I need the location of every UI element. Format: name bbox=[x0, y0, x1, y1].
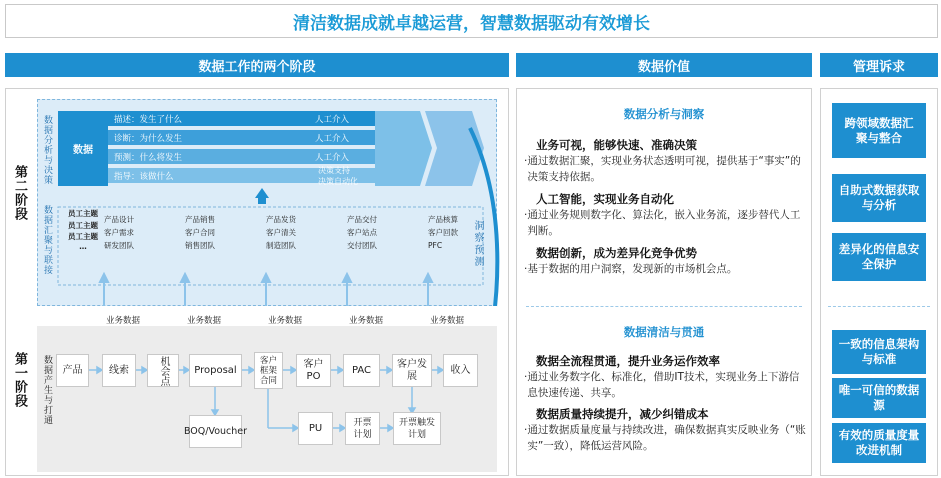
flow-node-framework-contract: 客户框架合同 bbox=[254, 352, 283, 389]
value-item-heading: 数据质量持续提升，减少纠错成本 bbox=[536, 407, 709, 421]
flow-node-pu: PU bbox=[298, 412, 333, 445]
mgmt-item: 唯一可信的数据源 bbox=[832, 378, 926, 418]
stage1-label: 第一阶段 bbox=[12, 352, 27, 408]
header-value: 数据价值 bbox=[516, 53, 812, 77]
value-item-heading: 人工智能，实现业务自动化 bbox=[536, 192, 674, 206]
manual-label: 人工介入 bbox=[315, 115, 350, 125]
decision-support-label: 决策支持 bbox=[318, 166, 350, 175]
flow-node-revenue: 收入 bbox=[443, 354, 478, 387]
value-divider bbox=[526, 306, 802, 307]
value-sec1-title-wrap bbox=[516, 106, 812, 122]
analysis-row: 诊断：为什么发生 bbox=[108, 130, 378, 145]
mgmt-item: 差异化的信息安全保护 bbox=[832, 233, 926, 281]
value-item-heading: 数据创新，成为差异化竞争优势 bbox=[536, 246, 697, 260]
value-item-body: · 通过业务数字化、标准化，借助IT技术，实现业务上下游信息快速传递、共享。 bbox=[524, 371, 800, 399]
data-column: 产品设计 客户需求 研发团队 bbox=[104, 215, 134, 250]
stage2-side-label-1: 数据分析与决策 bbox=[42, 115, 52, 185]
decision-auto-label: 决策自动化 bbox=[318, 177, 358, 186]
flow-node-boq: BOQ/Voucher bbox=[189, 415, 242, 448]
value-item-body: · 通过业务规则数字化、算法化，嵌入业务流，逐步替代人工判断。 bbox=[524, 209, 801, 237]
data-column: 产品核算 客户回款 PFC bbox=[428, 215, 458, 250]
flow-node-customer-dev: 客户发展 bbox=[392, 354, 432, 387]
flow-node-product: 产品 bbox=[56, 354, 89, 387]
stage1-side-label: 数据产生与打通 bbox=[42, 355, 52, 425]
value-sec2-title: 数据清洁与贯通 bbox=[623, 325, 705, 339]
analysis-row: 描述：发生了什么 bbox=[108, 111, 378, 126]
analysis-row: 指导：该做什么 bbox=[108, 168, 378, 183]
mgmt-item: 有效的质量度量改进机制 bbox=[832, 423, 926, 463]
flow-node-lead: 线索 bbox=[102, 354, 136, 387]
mgmt-divider bbox=[828, 306, 930, 307]
business-data-label: 业务数据 bbox=[268, 316, 303, 326]
flow-node-opportunity: 机会点 bbox=[147, 354, 179, 387]
flow-node-pac: PAC bbox=[343, 354, 380, 387]
header-stages: 数据工作的两个阶段 bbox=[5, 53, 509, 77]
mgmt-item: 自助式数据获取与分析 bbox=[832, 174, 926, 222]
manual-label: 人工介入 bbox=[315, 153, 350, 163]
value-sec1-items bbox=[524, 137, 806, 277]
data-column: 产品发货 客户清关 制造团队 bbox=[266, 215, 296, 250]
stage2-label: 第二阶段 bbox=[12, 165, 27, 221]
manual-label: 人工介入 bbox=[315, 134, 350, 144]
flow-node-customer-po: 客户PO bbox=[296, 354, 331, 387]
topic-label: 员工主题 bbox=[68, 220, 98, 230]
flow-node-invoice-plan: 开票计划 bbox=[345, 412, 380, 445]
business-data-label: 业务数据 bbox=[106, 316, 141, 326]
value-sec2-title-wrap bbox=[516, 324, 812, 340]
flow-node-proposal: Proposal bbox=[189, 354, 242, 387]
flow-node-invoice-trigger: 开票触发计划 bbox=[393, 412, 441, 445]
value-item-body: · 基于数据的用户洞察，发现新的市场机会点。 bbox=[524, 263, 738, 275]
data-column: 产品交付 客户站点 交付团队 bbox=[347, 215, 377, 250]
mgmt-item: 跨领域数据汇聚与整合 bbox=[832, 103, 926, 158]
value-sec2-items bbox=[524, 353, 806, 454]
value-item-body: · 通过数据质量度量与持续改进，确保数据真实反映业务（“账实”一致），降低运营风险。 bbox=[524, 424, 806, 452]
mgmt-item: 一致的信息架构与标准 bbox=[832, 330, 926, 374]
topic-label: 员工主题 bbox=[68, 232, 98, 241]
business-data-label: 业务数据 bbox=[349, 316, 384, 326]
topic-label: 员工主题 bbox=[68, 209, 98, 218]
business-data-label: 业务数据 bbox=[430, 316, 465, 326]
business-data-label: 业务数据 bbox=[187, 316, 222, 326]
page-title: 清洁数据成就卓越运营，智慧数据驱动有效增长 bbox=[5, 4, 938, 38]
data-block: 数据 bbox=[58, 111, 108, 186]
data-column: 产品销售 客户合同 销售团队 bbox=[185, 215, 215, 250]
topic-label: … bbox=[79, 241, 87, 251]
insight-label: 洞察预测 bbox=[472, 220, 483, 268]
stage2-side-label-2: 数据汇聚与联接 bbox=[42, 205, 52, 275]
header-mgmt: 管理诉求 bbox=[820, 53, 938, 77]
value-item-heading: 业务可视，能够快速、准确决策 bbox=[536, 138, 697, 152]
value-item-heading: 数据全流程贯通，提升业务运作效率 bbox=[536, 354, 720, 368]
value-sec1-title: 数据分析与洞察 bbox=[623, 107, 705, 121]
analysis-row: 预测：什么将发生 bbox=[108, 149, 378, 164]
value-item-body: · 通过数据汇聚，实现业务状态透明可视，提供基于“事实”的决策支持依据。 bbox=[524, 155, 801, 183]
